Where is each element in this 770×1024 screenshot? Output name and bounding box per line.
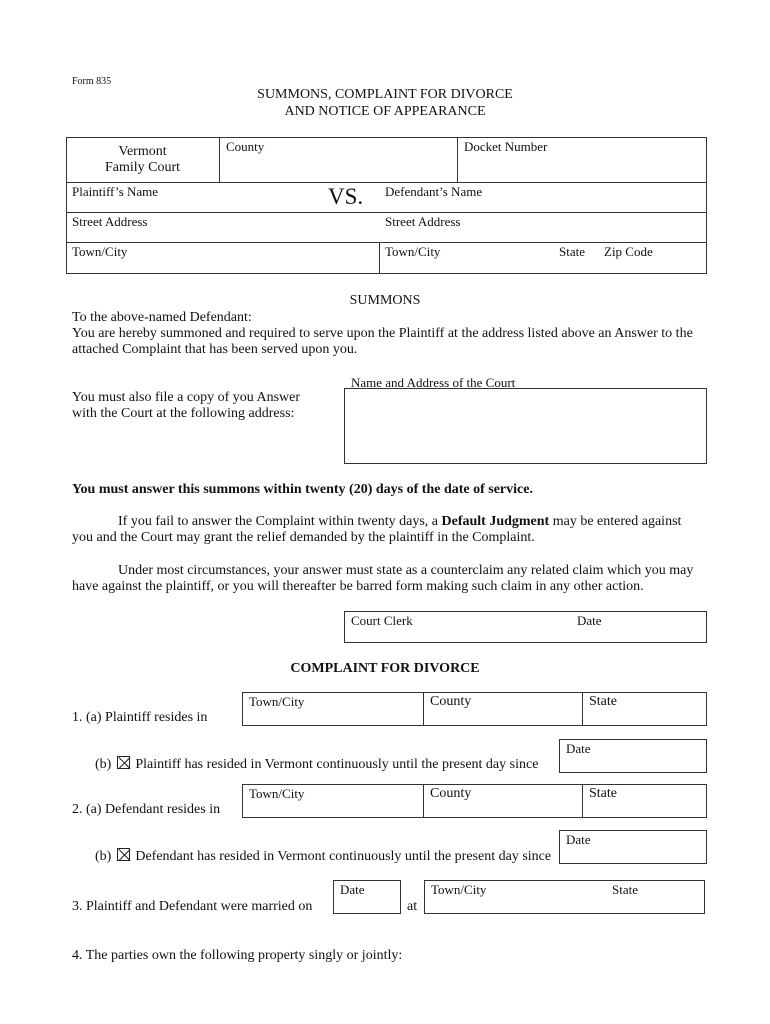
file-copy-line2: with the Court at the following address: <box>72 406 295 421</box>
item2b-line: (b) Defendant has resided in Vermont continuously until the present day since <box>95 849 552 864</box>
item2a-label: 2. (a) Defendant resides in <box>72 802 221 817</box>
plaintiff-state-input[interactable]: State <box>589 694 617 709</box>
plaintiff-residency-checkbox[interactable] <box>117 756 130 769</box>
item4-label: 4. The parties own the following property singly or jointly: <box>72 948 403 963</box>
versus-label: VS. <box>328 184 364 209</box>
default-judgment-line1: If you fail to answer the Complaint within twenty days, a Default Judgment may be entered against <box>118 514 682 529</box>
summons-instruction-line2: attached Complaint that has been served upon you. <box>72 342 358 357</box>
defendant-residency-checkbox[interactable] <box>117 848 130 861</box>
counterclaim-line1: Under most circumstances, your answer must state as a counterclaim any related claim which you may <box>118 563 694 578</box>
form-title-line2: AND NOTICE OF APPEARANCE <box>284 104 486 119</box>
defendant-street-field[interactable]: Street Address <box>385 214 461 229</box>
summons-addressee: To the above-named Defendant: <box>72 310 252 325</box>
summons-heading: SUMMONS <box>349 293 421 308</box>
file-copy-line1: You must also file a copy of you Answer <box>72 390 301 405</box>
item3-label: 3. Plaintiff and Defendant were married on <box>72 899 313 914</box>
plaintiff-name-field[interactable]: Plaintiff’s Name <box>72 184 159 199</box>
marriage-state-label: State <box>612 882 638 897</box>
defendant-county-input[interactable]: County <box>430 786 472 801</box>
summons-instruction-line1: You are hereby summoned and required to serve upon the Plaintiff at the address listed above an Answer to the <box>72 326 693 341</box>
counterclaim-line2: have against the plaintiff, or you will thereafter be barred form making such claim in any other action. <box>72 579 644 594</box>
defendant-state-field[interactable]: State <box>559 244 585 259</box>
court-address-label: Name and Address of the Court <box>351 375 516 390</box>
defendant-zip-field[interactable]: Zip Code <box>604 244 653 259</box>
item1b-line: (b) Plaintiff has resided in Vermont continuously until the present day since <box>95 757 539 772</box>
defendant-town-input[interactable]: Town/City <box>249 786 305 801</box>
complaint-heading: COMPLAINT FOR DIVORCE <box>290 661 480 676</box>
plaintiff-county-input[interactable]: County <box>430 694 472 709</box>
county-field[interactable]: County <box>226 139 265 154</box>
court-address-box[interactable] <box>344 388 707 464</box>
defendant-town-field[interactable]: Town/City <box>385 244 441 259</box>
item1a-label: 1. (a) Plaintiff resides in <box>72 710 208 725</box>
form-title-line1: SUMMONS, COMPLAINT FOR DIVORCE <box>257 87 513 102</box>
court-clerk-field[interactable]: Court Clerk <box>351 613 413 628</box>
plaintiff-town-field[interactable]: Town/City <box>72 244 128 259</box>
plaintiff-town-input[interactable]: Town/City <box>249 694 305 709</box>
marriage-date-label: Date <box>340 882 365 897</box>
item3-at: at <box>407 899 418 914</box>
defendant-since-date-label: Date <box>566 832 591 847</box>
plaintiff-residence-box <box>242 692 707 726</box>
docket-number-field[interactable]: Docket Number <box>464 139 548 154</box>
defendant-name-field[interactable]: Defendant’s Name <box>385 184 483 199</box>
plaintiff-since-date-label: Date <box>566 741 591 756</box>
defendant-residence-box <box>242 784 707 818</box>
court-name-line2: Family Court <box>104 160 181 175</box>
defendant-state-input[interactable]: State <box>589 786 617 801</box>
court-name-line1: Vermont <box>118 144 167 159</box>
plaintiff-street-field[interactable]: Street Address <box>72 214 148 229</box>
form-number: Form 835 <box>72 76 112 87</box>
answer-deadline-warning: You must answer this summons within twenty (20) days of the date of service. <box>72 482 533 497</box>
marriage-town-label: Town/City <box>431 882 487 897</box>
clerk-date-field[interactable]: Date <box>577 613 602 628</box>
default-judgment-line2: you and the Court may grant the relief demanded by the plaintiff in the Complaint. <box>72 530 535 545</box>
